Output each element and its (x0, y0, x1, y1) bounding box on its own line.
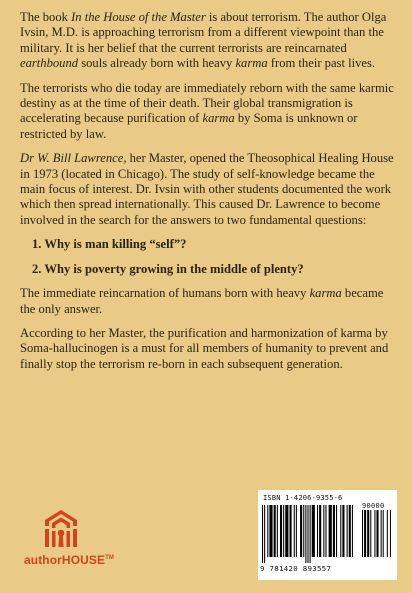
text-segment: The book (20, 10, 72, 24)
publisher-name-text: authorHOUSE (24, 553, 106, 567)
question-1: 1. Why is man killing “self”? (32, 237, 187, 252)
trademark: TM (105, 555, 114, 561)
text-segment: The terrorists who die today are immediately reborn with the same karmic destiny as at the time of their death. Their global transmigration is accelerating because purification of (20, 80, 394, 126)
paragraph-intro (20, 10, 396, 72)
text-segment: her Master, opened the Theosophical Healing House in 1973 (located in Chicago). The study of self-knowledge became the main focus of interest. Dr. Ivsin with other students documented the work which then spread internationally. This caused Dr. Lawrence to become involved in the search for the answers to two fundamental questions: (20, 151, 394, 227)
text-segment: is about terrorism. The author Olga Ivsin, M.D. is approaching terrorism from a different viewpoint than the military. It is her belief that the current terrorists are reincarnated (20, 10, 387, 55)
text-segment: The immediate reincarnation of humans born with heavy (20, 286, 310, 301)
paragraph-master (20, 151, 396, 228)
price-addon-number: 90000 (362, 502, 385, 510)
emphasis: karma (235, 56, 268, 71)
paragraph-conclusion: According to her Master, the purification and harmonization of karma by Soma-hallucinogen is a must for all members of humanity to prevent and finally stop the terrorism re-born in each subsequent generation. (20, 325, 389, 371)
authorhouse-logo-icon (43, 509, 79, 549)
paragraph-answer (20, 286, 396, 317)
back-cover-text (20, 10, 396, 381)
ean-barcode-bars (262, 505, 354, 563)
text-segment: souls already born with heavy (78, 56, 236, 71)
emphasis: earthbound (20, 56, 79, 71)
ean-number: 9 781420 893557 (260, 564, 332, 573)
isbn-barcode (258, 490, 397, 580)
question-2: 2. Why is poverty growing in the middle of plenty? (32, 261, 304, 276)
publisher-name (24, 553, 114, 567)
publisher-logo (22, 505, 132, 575)
master-name: Dr W. Bill Lawrence, (20, 151, 127, 166)
text-segment: by Soma is unknown or restricted by law. (20, 111, 358, 141)
text-segment: became the only answer. (20, 286, 384, 316)
paragraph-terrorists (20, 81, 396, 143)
isbn-number: ISBN 1-4206-9355-6 (263, 494, 343, 502)
emphasis: karma (202, 111, 235, 126)
text-segment: from their past lives. (267, 56, 376, 71)
book-title: In the House of the Master (71, 10, 206, 24)
addon-barcode-bars (362, 510, 392, 563)
emphasis: karma (309, 286, 342, 301)
